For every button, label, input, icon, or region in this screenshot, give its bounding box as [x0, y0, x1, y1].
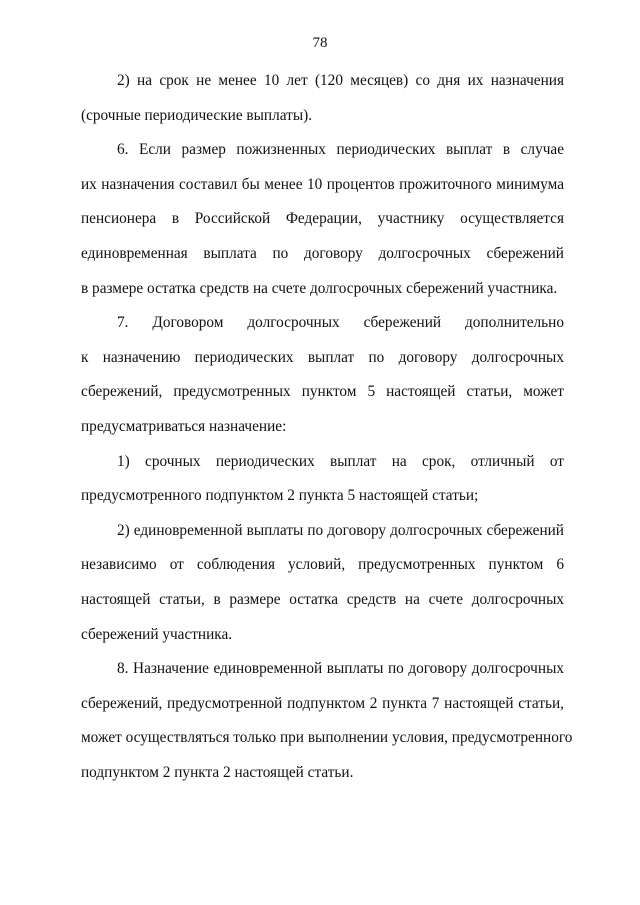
- paragraph-7: [81, 306, 564, 444]
- text-line: сбережений участника.: [81, 625, 233, 643]
- text-line: (срочные периодические выплаты).: [81, 106, 313, 124]
- paragraph-7-item-2: [81, 514, 564, 652]
- text-line: независимо от соблюдения условий, предусмотренных пунктом 6: [81, 556, 564, 574]
- text-line: подпунктом 2 пункта 2 настоящей статьи.: [81, 763, 354, 781]
- text-line: 6. Если размер пожизненных периодических выплат в случае: [117, 141, 564, 159]
- text-line: в размере остатка средств на счете долгосрочных сбережений участника.: [81, 279, 558, 297]
- text-line: 2) на срок не менее 10 лет (120 месяцев) со дня их назначения: [117, 72, 564, 89]
- text-line: 7. Договором долгосрочных сбережений дополнительно: [117, 314, 564, 332]
- text-line: 8. Назначение единовременной выплаты по договору долгосрочных: [117, 660, 564, 678]
- text-line: 2) единовременной выплаты по договору долгосрочных сбережений: [117, 521, 564, 539]
- page-number: 78: [312, 35, 328, 51]
- text-line: настоящей статьи, в размере остатка средств на счете долгосрочных: [81, 590, 564, 608]
- document-body: [81, 64, 573, 790]
- paragraph-7-item-1: [81, 445, 564, 514]
- text-line: к назначению периодических выплат по договору долгосрочных: [81, 348, 564, 366]
- text-line: пенсионера в Российской Федерации, участнику осуществляется: [81, 210, 564, 228]
- paragraph-8: [81, 652, 573, 790]
- text-line: предусмотренного подпунктом 2 пункта 5 настоящей статьи;: [81, 487, 479, 505]
- text-line: их назначения составил бы менее 10 процентов прожиточного минимума: [81, 175, 564, 193]
- text-line: предусматриваться назначение:: [81, 417, 287, 435]
- text-line: сбережений, предусмотренной подпунктом 2 пункта 7 настоящей статьи,: [81, 694, 564, 712]
- text-line: единовременная выплата по договору долгосрочных сбережений: [81, 244, 564, 262]
- text-line: 1) срочных периодических выплат на срок, отличный от: [117, 452, 564, 470]
- paragraph-item-2: [81, 64, 564, 133]
- paragraph-6: [81, 133, 564, 306]
- text-line: сбережений, предусмотренных пунктом 5 настоящей статьи, может: [81, 383, 564, 401]
- text-line: может осуществляться только при выполнении условия, предусмотренного: [81, 729, 573, 747]
